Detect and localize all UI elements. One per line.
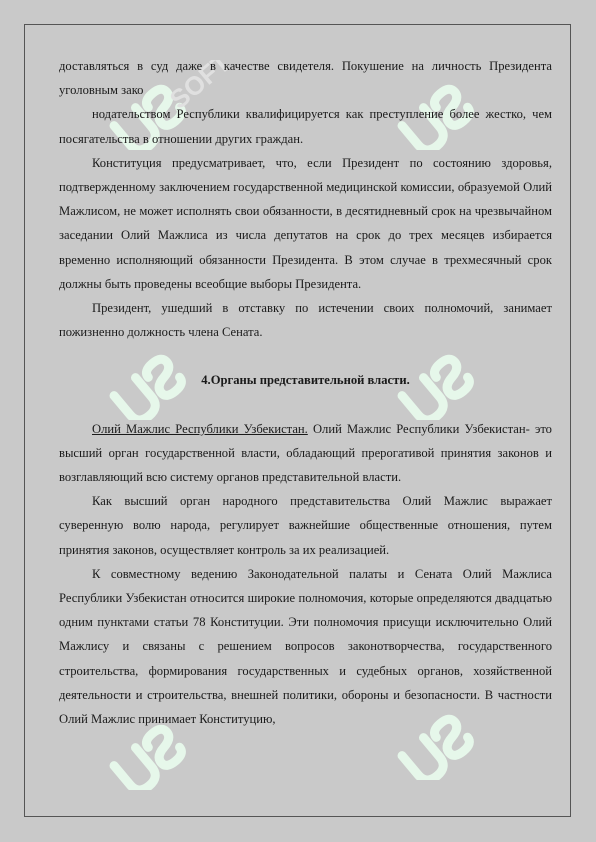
- paragraph: нодательством Республики квалифицируется как преступление более жестко, чем посягательства в отношении других граждан.: [59, 107, 552, 146]
- underlined-lead: Олий Мажлис Республики Узбекистан.: [92, 421, 308, 436]
- paragraph: Конституция предусматривает, что, если Президент по состоянию здоровья, подтвержденному заключением государственной медицинской комиссии, образуемой Олий Мажлисом, не может исполнять свои обязанности, в десятидневный срок на чрезвычайном заседании Олий Мажлиса из числа депутатов на срок до трех месяцев избирается временно исполняющий обязанности Президента. В этом случае в трехмесячный срок должны быть проведены всеобщие выборы Президента.: [59, 155, 552, 291]
- svg-text:SOFT: SOFT: [163, 60, 232, 115]
- paragraph: доставляться в суд даже в качестве свидетеля. Покушение на личность Президента уголовным зако: [59, 59, 552, 98]
- paragraph: К совместному ведению Законодательной палаты и Сената Олий Мажлиса Республики Узбекистан относится широкие полномочия, которые определяются двадцатью одним пунктами статьи 78 Конституции. Эти полномочия присущи исключительно Олий Мажлису и связаны с решением вопросов законотворчества, государственного строительства, формирования государственных и судебных органов, хозяйственной деятельности и строительства, внешней политики, обороны и безопасности. В частности Олий Мажлис принимает Конституцию,: [59, 566, 552, 727]
- paragraph: [59, 417, 552, 490]
- document-body: [59, 54, 552, 731]
- paragraph-text: Олий Мажлис Республики Узбекистан- это высший орган государственной власти, обладающий прерогативой принятия законов и возглавляющий всю систему органов представительной власти.: [59, 421, 552, 485]
- section-heading: 4.Органы представительной власти.: [201, 373, 410, 388]
- paragraph: Президент, ушедший в отставку по истечении своих полномочий, занимает пожизненно должность члена Сената.: [59, 301, 552, 340]
- paragraph: Как высший орган народного представительства Олий Мажлис выражает суверенную волю народа, регулирует важнейшие общественные отношения, путем принятия законов, осуществляет контроль за их реализацией.: [59, 494, 552, 557]
